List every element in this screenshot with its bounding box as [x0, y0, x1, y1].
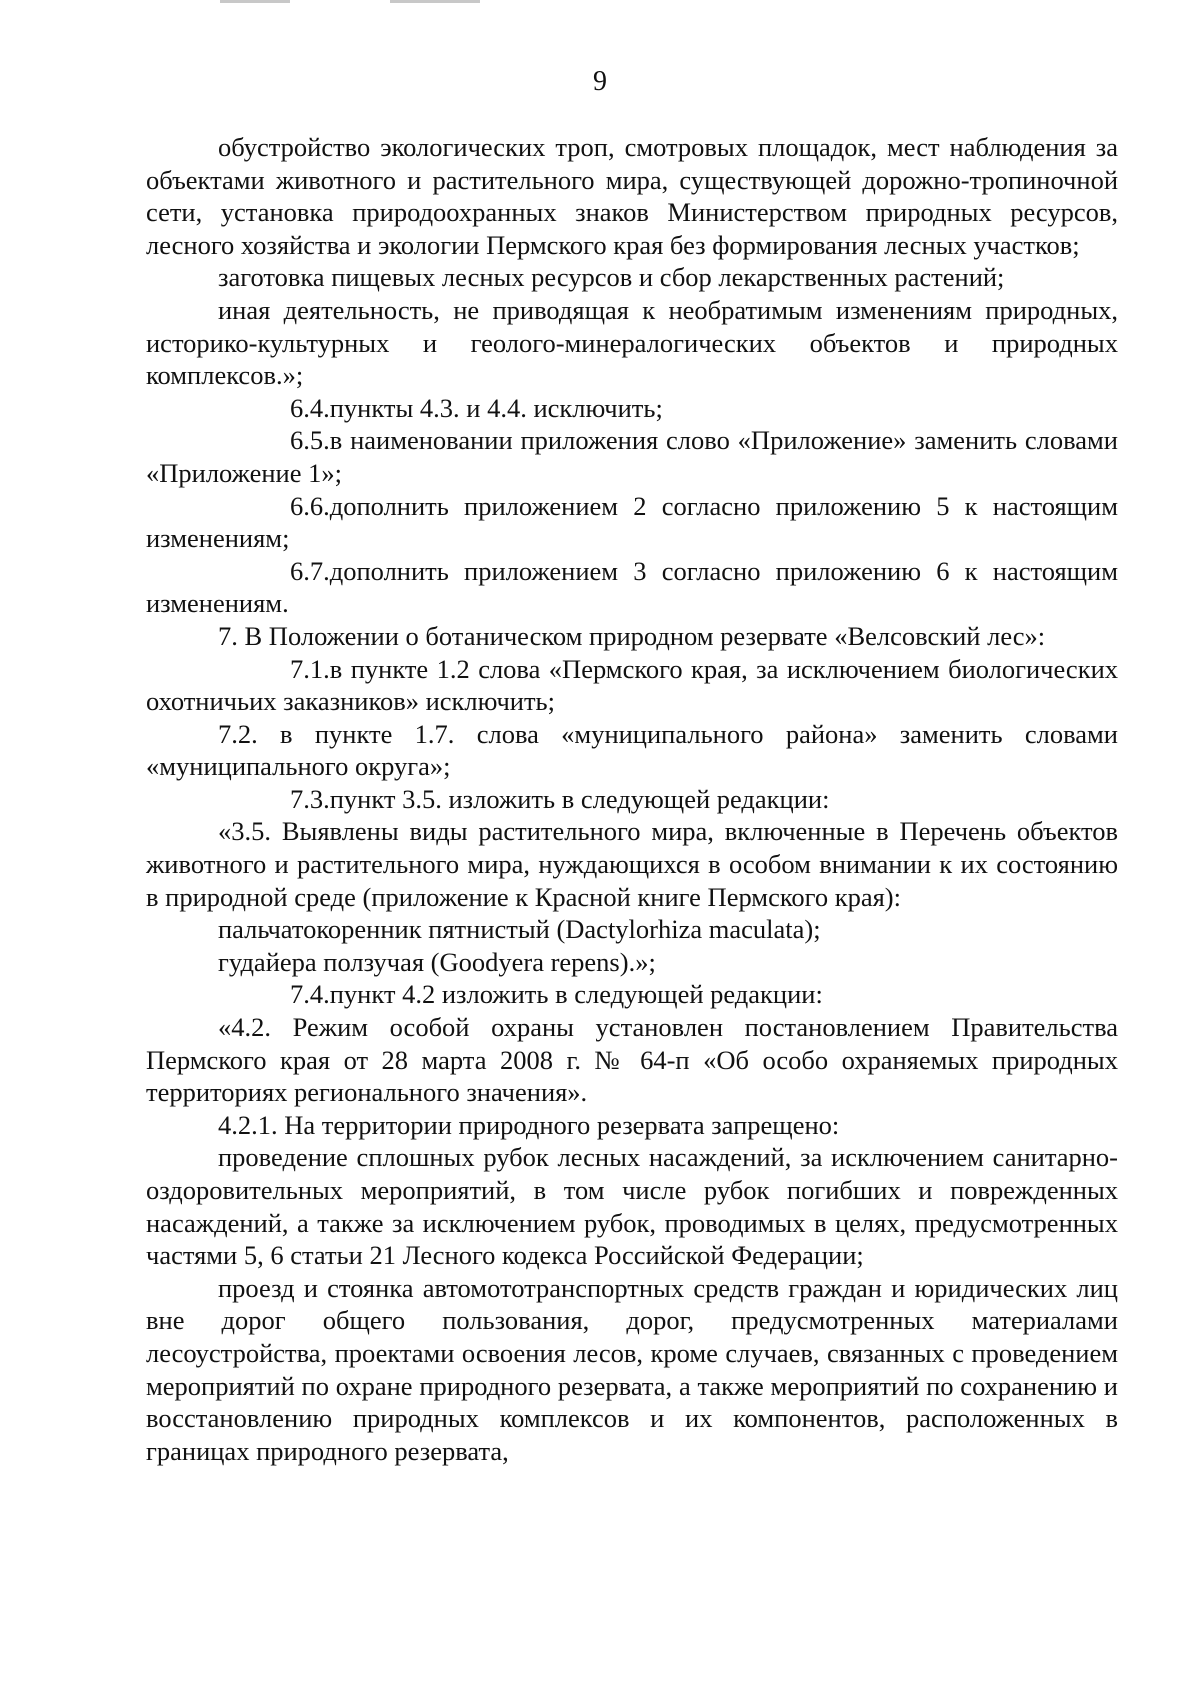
item-number: 7.1. — [290, 653, 330, 684]
species-item: гудайера ползучая (Goodyera repens).»; — [218, 946, 656, 977]
document-body — [146, 131, 1118, 1467]
paragraph: 7.2. в пункте 1.7. слова «муниципального района» заменить словами «муниципального округа»; — [146, 718, 1118, 782]
quoted-paragraph: «3.5. Выявлены виды растительного мира, включенные в Перечень объектов животного и растительного мира, нуждающихся в особом внимании к их состоянию в природной среде (приложение к Красной книге Пермского края): — [146, 816, 1118, 912]
paragraph: 6.7.дополнить приложением 3 согласно приложению 6 к настоящим изменениям. — [146, 555, 1118, 619]
item-number: 6.4. — [290, 392, 330, 423]
paragraph: 7.3.пункт 3.5. изложить в следующей редакции: — [146, 783, 1118, 816]
paragraph: 7.1.в пункте 1.2 слова «Пермского края, за исключением биологических охотничьих заказников» исключить; — [146, 653, 1118, 717]
quoted-paragraph: «4.2. Режим особой охраны установлен постановлением Правительства Пермского края от 28 марта 2008 г. № 64-п «Об особо охраняемых природных территориях регионального значения». — [146, 1012, 1118, 1108]
item-number: 7.4. — [290, 979, 330, 1010]
paragraph: обустройство экологических троп, смотровых площадок, мест наблюдения за объектами животного и растительного мира, существующей дорожно-тропиночной сети, установка природоохранных знаков Министерством природных ресурсов, лесного хозяйства и экологии Пермского края без формирования лесных участков; — [146, 132, 1118, 260]
item-number: 6.7. — [290, 555, 330, 586]
scan-artifact — [390, 0, 480, 3]
item-number: 6.5. — [290, 425, 330, 456]
page-number: 9 — [593, 66, 607, 97]
paragraph: заготовка пищевых лесных ресурсов и сбор лекарственных растений; — [218, 262, 1005, 293]
paragraph: 6.6.дополнить приложением 2 согласно приложению 5 к настоящим изменениям; — [146, 490, 1118, 554]
paragraph: 6.5.в наименовании приложения слово «Приложение» заменить словами «Приложение 1»; — [146, 425, 1118, 488]
species-item: пальчатокоренник пятнистый (Dactylorhiza maculata); — [218, 914, 821, 945]
item-number: 7.3. — [290, 783, 330, 814]
paragraph: проезд и стоянка автомототранспортных средств граждан и юридических лиц вне дорог общего пользования, дорог, предусмотренных материалами лесоустройства, проектами освоения лесов, кроме случаев, связанных с проведением мероприятий по охране природного резервата, а также мероприятий по сохранению и восстановлению природных комплексов и их компонентов, расположенных в границах природного резервата, — [146, 1272, 1118, 1466]
section-heading: 7. В Положении о ботаническом природном резервате «Велсовский лес»: — [218, 620, 1046, 651]
paragraph: 4.2.1. На территории природного резервата запрещено: — [218, 1109, 840, 1140]
scan-artifact — [220, 0, 290, 3]
paragraph: проведение сплошных рубок лесных насаждений, за исключением санитарно-оздоровительных мероприятий, в том числе рубок погибших и поврежденных насаждений, а также за исключением рубок, проводимых в целях, предусмотренных частями 5, 6 статьи 21 Лесного кодекса Российской Федерации; — [146, 1142, 1118, 1271]
paragraph: 7.4.пункт 4.2 изложить в следующей редакции: — [146, 978, 1118, 1011]
item-number: 6.6. — [290, 490, 330, 521]
paragraph: иная деятельность, не приводящая к необратимым изменениям природных, историко-культурных и геолого-минералогических объектов и природных комплексов.»; — [146, 294, 1118, 391]
paragraph: 6.4.пункты 4.3. и 4.4. исключить; — [146, 392, 1118, 425]
